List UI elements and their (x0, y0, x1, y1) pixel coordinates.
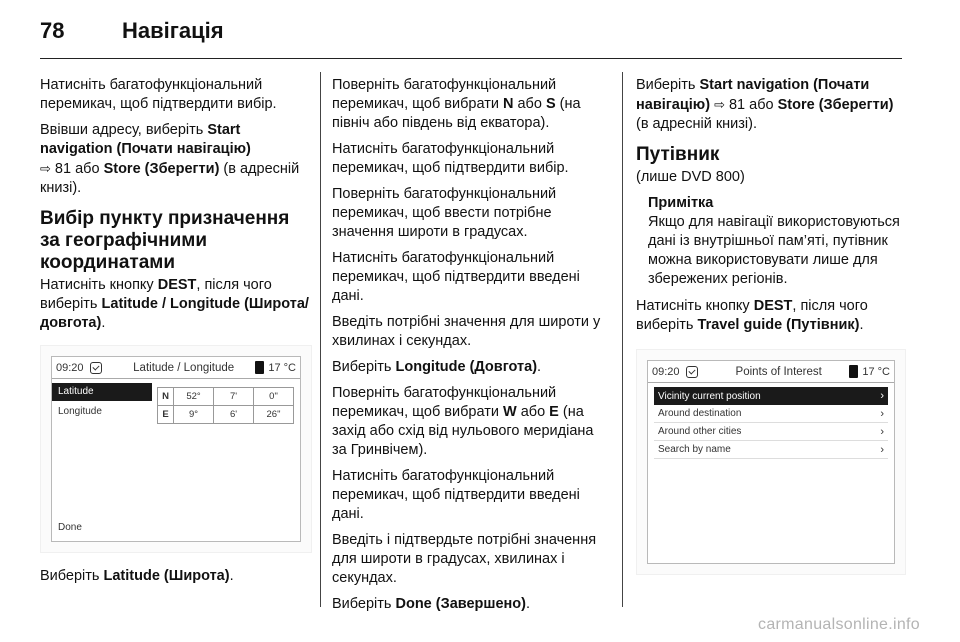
bold-text: Latitude / Longitude (Широта/довгота) (40, 296, 309, 331)
text: (на північ або південь від екватора). (332, 96, 581, 131)
degrees-cell[interactable]: 9° (174, 406, 214, 424)
section-heading: Вибір пункту призначення за географічними координатами (40, 208, 290, 273)
paragraph: Натисніть багатофункціональний перемикач, щоб підтвердити введені дані. (332, 468, 580, 522)
list-item[interactable] (654, 405, 888, 423)
column-3 (636, 76, 906, 589)
degrees-cell[interactable]: 52° (174, 388, 214, 406)
clock: 09:20 (56, 361, 84, 374)
nav-icon (686, 366, 698, 378)
text: Натисніть кнопку (636, 298, 754, 314)
screen-status-bar (648, 361, 894, 383)
paragraph (332, 358, 612, 377)
column-1 (40, 76, 312, 593)
list-item-label: Around other cities (658, 426, 742, 437)
bold-text: W (502, 404, 517, 420)
menu-item-longitude[interactable]: Longitude (58, 406, 102, 417)
list-item[interactable] (654, 423, 888, 441)
bold-text: Travel guide (Путівник) (697, 317, 860, 333)
seconds-cell[interactable]: 26" (254, 406, 294, 424)
bold-text: S (545, 96, 556, 112)
paragraph (332, 76, 612, 133)
paragraph: Поверніть багатофункціональний перемикач, щоб ввести потрібне значення широти в градусах. (332, 186, 557, 240)
screen (51, 356, 301, 542)
text: (в адресній книзі). (40, 161, 300, 196)
page-number: 78 (40, 18, 65, 43)
text: , після чого виберіть (636, 298, 868, 333)
page-header (40, 18, 224, 52)
coordinate-table (157, 387, 294, 424)
arrow-ref-icon: ⇨ (714, 97, 725, 112)
screen-title: Latitude / Longitude (133, 361, 235, 374)
text: Виберіть (636, 77, 700, 93)
chevron-right-icon: › (880, 407, 884, 420)
chevron-right-icon: › (880, 425, 884, 438)
paragraph (40, 121, 312, 198)
note-box (636, 194, 906, 289)
temperature (255, 361, 296, 374)
latitude-longitude-screenshot (40, 345, 312, 553)
paragraph: Натисніть багатофункціональний перемикач, щоб підтвердити вибір. (332, 141, 569, 176)
temperature-value: 17 °C (268, 361, 296, 374)
note-text: Якщо для навігації використовуються дані із внутрішньої пам’яті, путівник можна використовувати лише для збережених регіонів. (648, 214, 900, 287)
screen-body (648, 383, 894, 563)
nav-icon (90, 362, 102, 374)
text: Виберіть (332, 596, 396, 612)
direction-cell[interactable]: E (158, 406, 174, 424)
thermometer-icon (849, 365, 858, 378)
text: Виберіть (332, 359, 396, 375)
text: . (229, 568, 234, 584)
minutes-cell[interactable]: 7' (214, 388, 254, 406)
bold-text: DEST (753, 298, 793, 314)
paragraph: Натисніть багатофункціональний перемикач, щоб підтвердити вибір. (40, 77, 277, 112)
screen (647, 360, 895, 564)
bold-text: Latitude (Широта) (103, 568, 230, 584)
text: . (526, 596, 531, 612)
temperature (849, 365, 890, 378)
paragraph: Натисніть багатофункціональний перемикач, щоб підтвердити введені дані. (332, 250, 580, 304)
seconds-cell[interactable]: 0" (254, 388, 294, 406)
bold-text: Done (Завершено) (395, 596, 526, 612)
column-divider-2 (622, 72, 623, 607)
minutes-cell[interactable]: 6' (214, 406, 254, 424)
direction-cell[interactable]: N (158, 388, 174, 406)
screen-title: Points of Interest (735, 365, 822, 378)
text: Поверніть багатофункціональний перемикач, щоб вибрати (332, 385, 557, 420)
watermark: carmanualsonline.info (758, 616, 920, 633)
bold-text: N (502, 96, 514, 112)
text: , після чого виберіть (40, 277, 272, 312)
chevron-right-icon: › (880, 390, 884, 402)
text: 81 або (724, 97, 778, 113)
text: (в адресній книзі). (636, 116, 757, 132)
bold-text: Start navigation (Почати навігацію) (40, 122, 251, 157)
bold-text: DEST (157, 277, 197, 293)
text: . (859, 317, 864, 333)
text: Поверніть багатофункціональний перемикач, щоб вибрати (332, 77, 557, 112)
bold-text: Start navigation (Почати навігацію) (636, 77, 870, 113)
header-divider (40, 58, 902, 59)
paragraph (636, 76, 906, 134)
bold-text: Store (Зберегти) (777, 97, 894, 113)
points-of-interest-screenshot (636, 349, 906, 575)
chevron-right-icon: › (880, 443, 884, 456)
text: або (516, 404, 550, 420)
bold-text: Store (Зберегти) (103, 161, 220, 177)
section-title: Навігація (122, 18, 224, 43)
column-2 (332, 76, 612, 621)
temperature-value: 17 °C (862, 365, 890, 378)
clock: 09:20 (652, 365, 680, 378)
screen-body (52, 383, 300, 541)
list-item[interactable] (654, 441, 888, 459)
list-item-label: Vicinity current position (658, 390, 761, 402)
paragraph (40, 276, 312, 333)
paragraph: Введіть потрібні значення для широти у хвилинах і секундах. (332, 314, 601, 349)
text: або (513, 96, 546, 112)
subheading: (лише DVD 800) (636, 169, 745, 185)
paragraph: Введіть і підтвердьте потрібні значення для широти в градусах, хвилинах і секундах. (332, 532, 597, 586)
menu-item-latitude[interactable]: Latitude (52, 383, 152, 401)
text: 81 або (50, 161, 104, 177)
thermometer-icon (255, 361, 264, 374)
bold-text: E (549, 404, 559, 420)
table-row (158, 388, 294, 406)
screen-status-bar (52, 357, 300, 379)
done-button[interactable]: Done (58, 522, 82, 533)
arrow-ref-icon: ⇨ (40, 161, 51, 176)
list-item-label: Around destination (658, 408, 742, 419)
text: (на захід або схід від нульового меридіана за Гринвічем). (332, 404, 594, 458)
column-divider-1 (320, 72, 321, 607)
paragraph (40, 567, 312, 586)
paragraph (332, 595, 612, 614)
paragraph (332, 384, 612, 460)
list-item-label: Search by name (658, 444, 731, 455)
bold-text: Longitude (Довгота) (395, 359, 538, 375)
text: Ввівши адресу, виберіть (40, 122, 208, 138)
text: . (101, 315, 106, 331)
text: Виберіть (40, 568, 104, 584)
note-title: Примітка (648, 195, 714, 211)
text: Натисніть кнопку (40, 277, 158, 293)
paragraph (636, 297, 906, 335)
table-row (158, 406, 294, 424)
text: . (537, 359, 542, 375)
section-heading: Путівник (636, 144, 720, 165)
list-item[interactable] (654, 387, 888, 405)
